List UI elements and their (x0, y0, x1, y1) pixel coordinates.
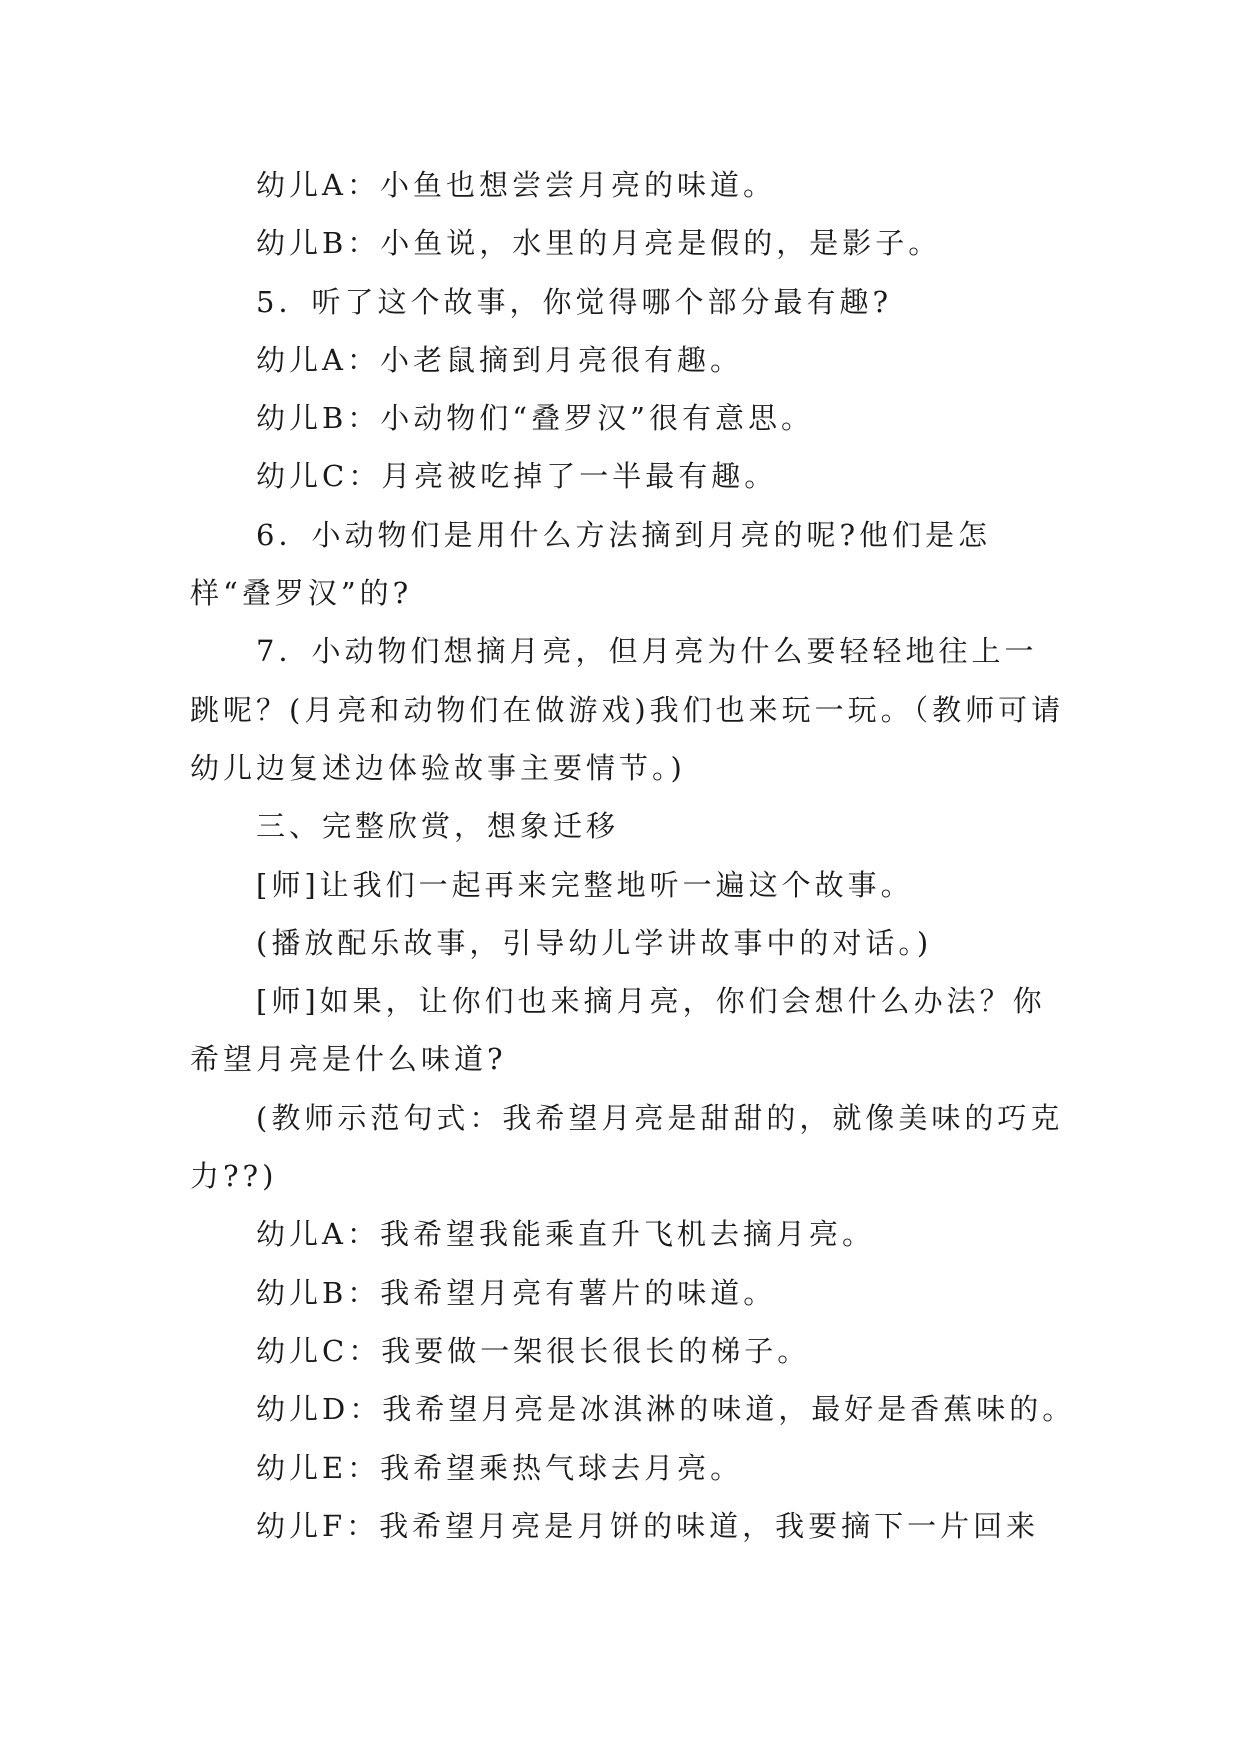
paragraph: 幼儿A：小老鼠摘到月亮很有趣。 (256, 342, 743, 377)
paragraph: 幼儿E：我希望乘热气球去月亮。 (256, 1450, 744, 1485)
paragraph: 幼儿B：小动物们“叠罗汉”很有意思。 (256, 401, 814, 436)
paragraph: 幼儿B：我希望月亮有薯片的味道。 (256, 1275, 777, 1310)
paragraph: [师]如果，让你们也来摘月亮，你们会想什么办法？你希望月亮是什么味道? (190, 984, 1046, 1077)
paragraph: 幼儿C：月亮被吃掉了一半最有趣。 (256, 459, 778, 494)
paragraph: (教师示范句式：我希望月亮是甜甜的，就像美味的巧克力??) (190, 1100, 1064, 1194)
paragraph: 幼儿A：我希望我能乘直升飞机去摘月亮。 (256, 1217, 875, 1252)
section-heading: 三、完整欣赏，想象迁移 (256, 809, 620, 844)
question-paragraph: 7．小动物们想摘月亮，但月亮为什么要轻轻地往上一跳呢？(月亮和动物们在做游戏)我们也来玩一玩。（教师可请幼儿边复述边体验故事主要情节。) (190, 634, 1065, 785)
paragraph: 幼儿A：小鱼也想尝尝月亮的味道。 (256, 168, 776, 202)
paragraph: 幼儿D：我希望月亮是冰淇淋的味道，最好是香蕉味的。 (256, 1392, 1076, 1427)
paragraph: 幼儿F：我希望月亮是月饼的味道，我要摘下一片回来 (256, 1508, 1040, 1543)
paragraph: 幼儿B：小鱼说，水里的月亮是假的，是影子。 (256, 226, 942, 261)
question-paragraph: 5．听了这个故事，你觉得哪个部分最有趣? (256, 284, 892, 319)
document-body (190, 156, 1076, 1555)
question-paragraph: 6．小动物们是用什么方法摘到月亮的呢?他们是怎样“叠罗汉”的? (190, 517, 991, 611)
paragraph: [师]让我们一起再来完整地听一遍这个故事。 (256, 867, 914, 902)
paragraph: (播放配乐故事，引导幼儿学讲故事中的对话。) (256, 925, 933, 960)
paragraph: 幼儿C：我要做一架很长很长的梯子。 (256, 1333, 811, 1368)
